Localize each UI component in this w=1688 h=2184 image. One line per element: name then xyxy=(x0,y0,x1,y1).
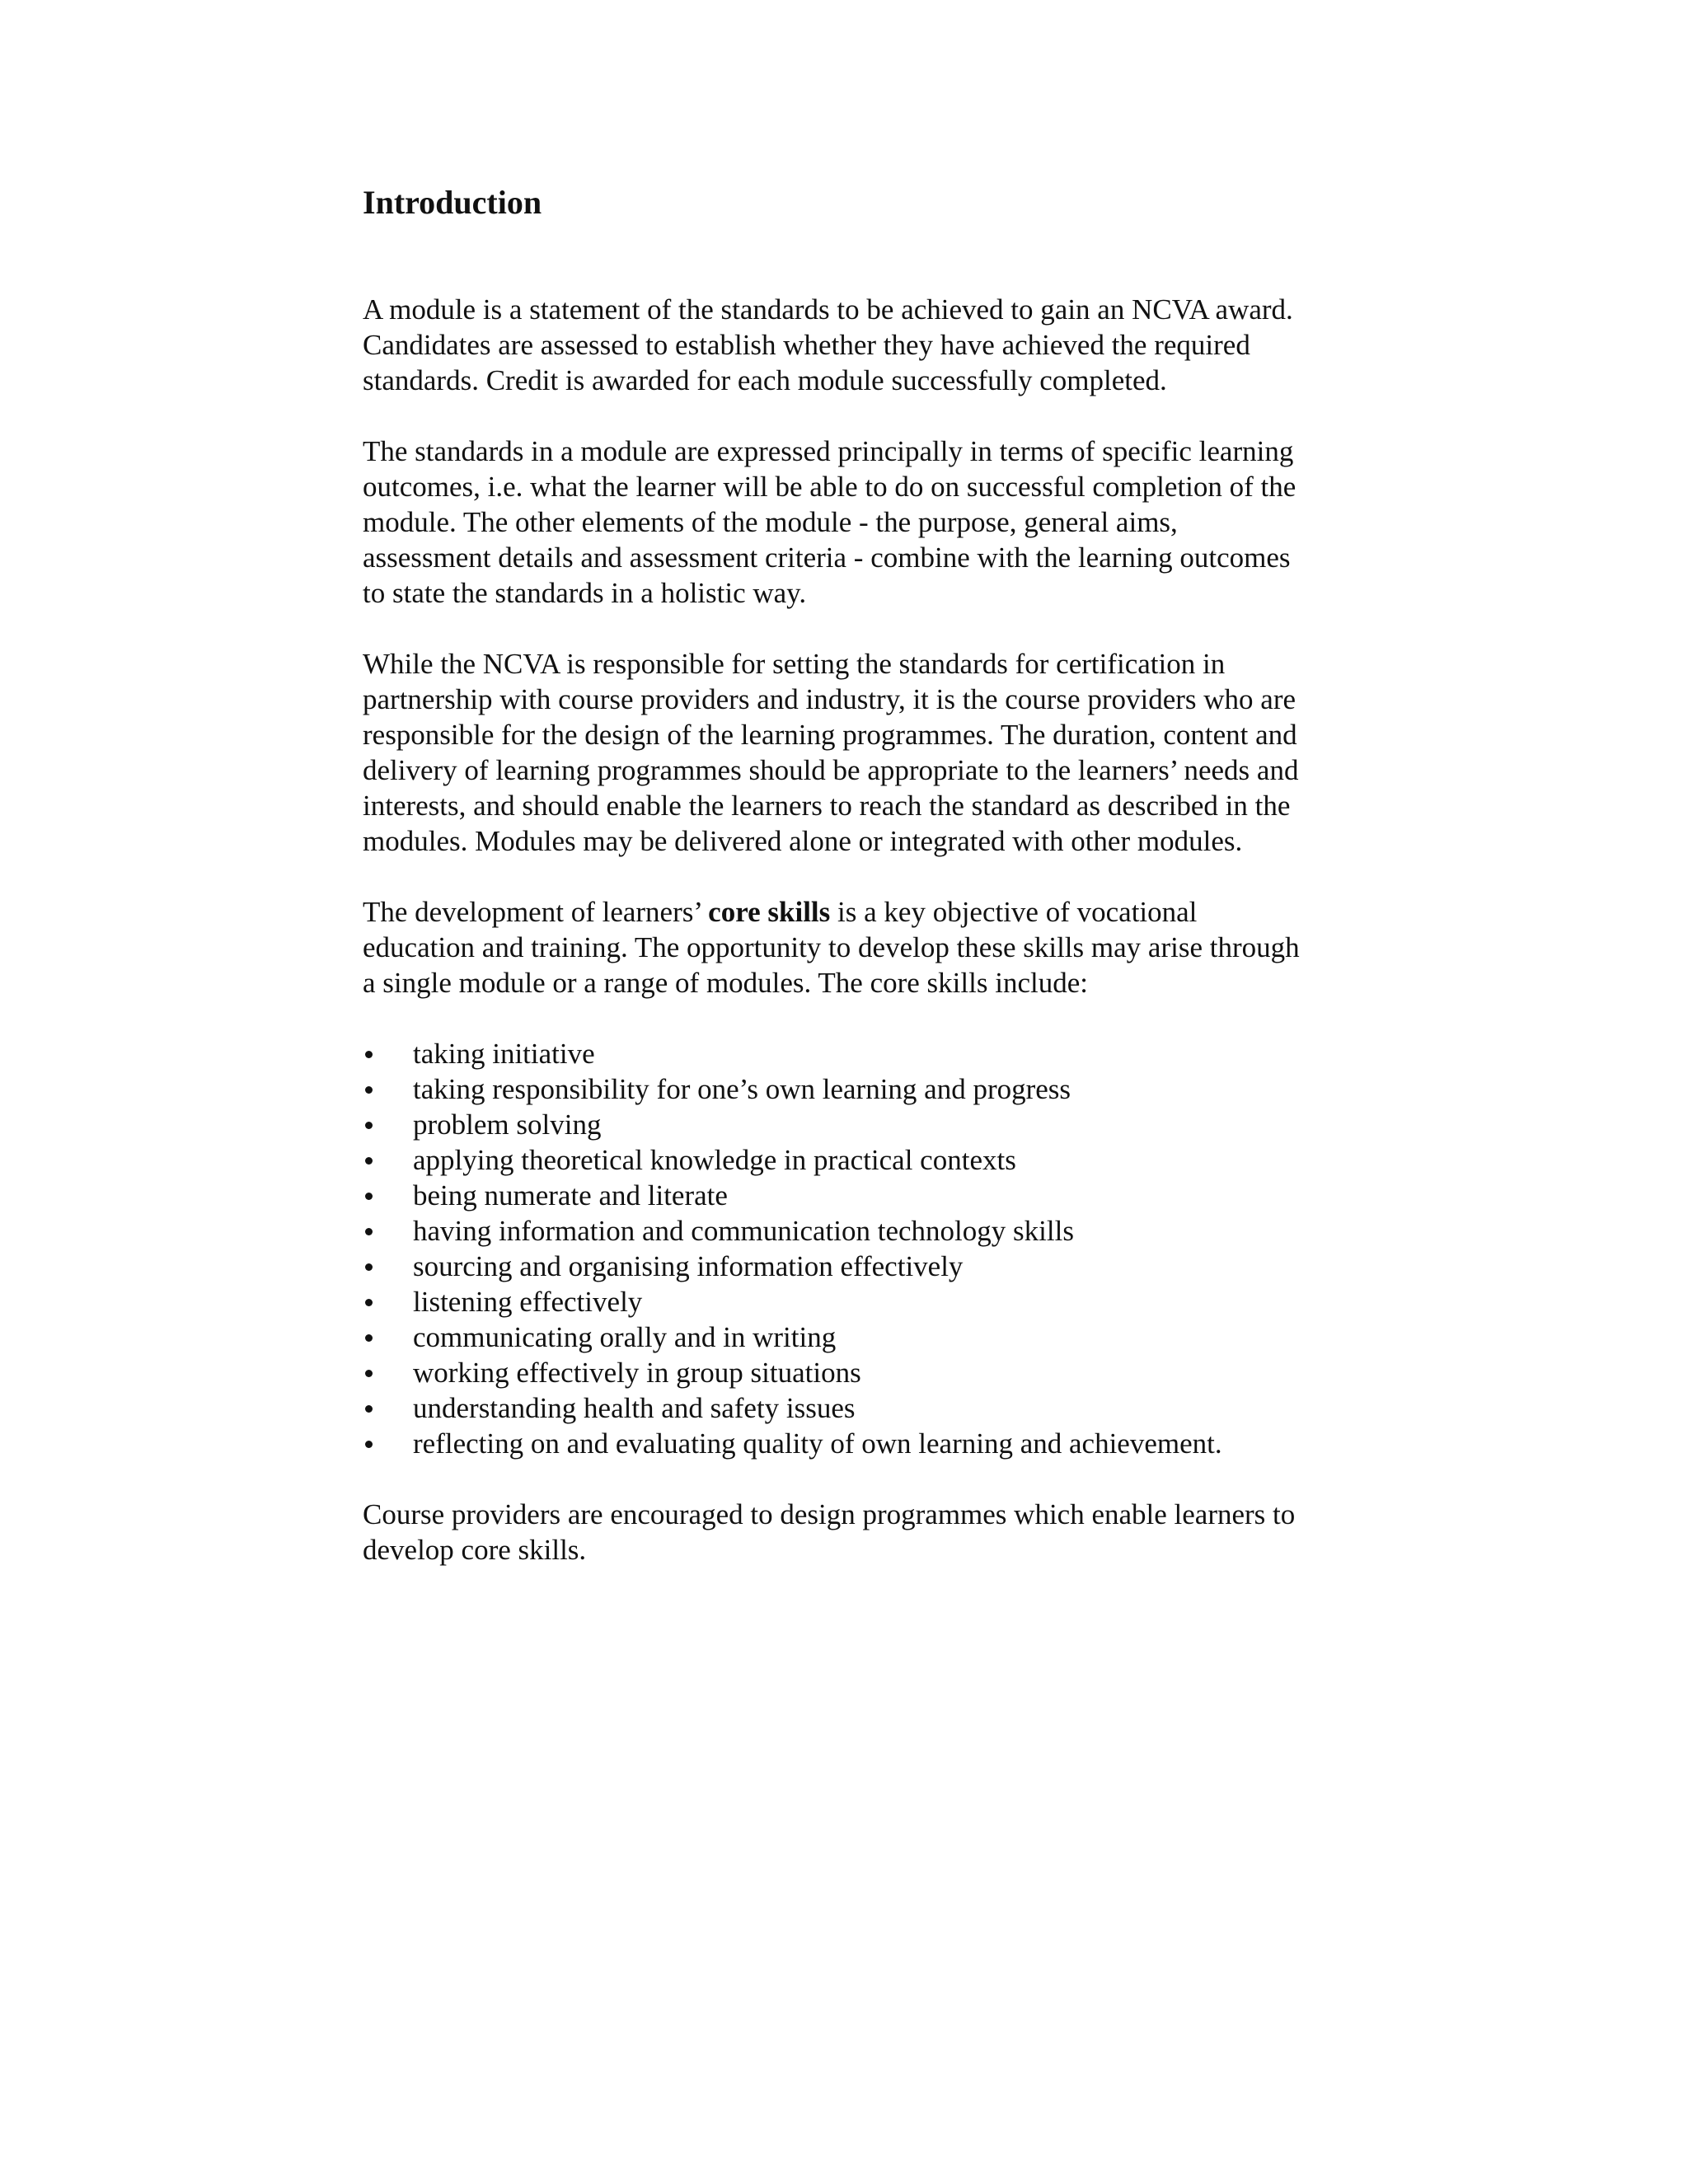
document-body xyxy=(363,292,1385,1603)
text-line: partnership with course providers and industry, it is the course providers who are xyxy=(363,683,1296,715)
text-line: modules. Modules may be delivered alone or integrated with other modules. xyxy=(363,825,1243,857)
text-line: standards. Credit is awarded for each module successfully completed. xyxy=(363,364,1167,396)
bullet-icon xyxy=(365,1157,373,1165)
list-item-text: having information and communication technology skills xyxy=(413,1215,1074,1247)
list-item xyxy=(363,1178,1385,1213)
list-item-text: working effectively in group situations xyxy=(413,1357,861,1389)
list-item-text: communicating orally and in writing xyxy=(413,1321,837,1353)
text-line: develop core skills. xyxy=(363,1534,587,1566)
list-item-text: understanding health and safety issues xyxy=(413,1392,856,1424)
bullet-icon xyxy=(365,1441,373,1448)
text-line: education and training. The opportunity to develop these skills may arise through xyxy=(363,931,1300,963)
list-item xyxy=(363,1426,1385,1461)
list-item-text: applying theoretical knowledge in practical contexts xyxy=(413,1144,1016,1176)
core-skills-emphasis: core skills xyxy=(708,896,831,928)
bullet-icon xyxy=(365,1122,373,1129)
paragraph-core-skills-intro xyxy=(363,894,1385,1001)
bullet-icon xyxy=(365,1405,373,1413)
list-item xyxy=(363,1142,1385,1178)
bullet-icon xyxy=(365,1193,373,1200)
bullet-icon xyxy=(365,1334,373,1342)
bullet-icon xyxy=(365,1228,373,1235)
bullet-icon xyxy=(365,1370,373,1377)
list-item-text: listening effectively xyxy=(413,1286,643,1318)
text-line: A module is a statement of the standards to be achieved to gain an NCVA award. xyxy=(363,293,1293,326)
list-item xyxy=(363,1249,1385,1284)
text-line: Candidates are assessed to establish whether they have achieved the required xyxy=(363,329,1250,361)
list-item xyxy=(363,1213,1385,1249)
text-line: module. The other elements of the module - the purpose, general aims, xyxy=(363,506,1178,538)
paragraph-standards xyxy=(363,434,1385,611)
text-line: responsible for the design of the learning programmes. The duration, content and xyxy=(363,719,1297,751)
paragraph-module-definition xyxy=(363,292,1385,398)
list-item xyxy=(363,1355,1385,1390)
text-line: interests, and should enable the learners to reach the standard as described in the xyxy=(363,790,1291,822)
list-item xyxy=(363,1071,1385,1107)
list-item xyxy=(363,1107,1385,1142)
text-line: delivery of learning programmes should be appropriate to the learners’ needs and xyxy=(363,754,1299,786)
text-line: The standards in a module are expressed principally in terms of specific learning xyxy=(363,435,1294,467)
document-page xyxy=(363,0,1385,2184)
bullet-icon xyxy=(365,1299,373,1306)
list-item-text: taking responsibility for one’s own learning and progress xyxy=(413,1073,1071,1105)
text-line: a single module or a range of modules. The core skills include: xyxy=(363,967,1088,999)
bullet-icon xyxy=(365,1051,373,1058)
page-title: Introduction xyxy=(363,184,542,221)
list-item xyxy=(363,1390,1385,1426)
bullet-icon xyxy=(365,1086,373,1094)
list-item-text: sourcing and organising information effectively xyxy=(413,1250,964,1282)
text-line: outcomes, i.e. what the learner will be able to do on successful completion of the xyxy=(363,471,1296,503)
list-item xyxy=(363,1036,1385,1071)
list-item-text: problem solving xyxy=(413,1108,602,1141)
list-item xyxy=(363,1284,1385,1319)
paragraph-responsibilities xyxy=(363,646,1385,859)
text-segment: is a key objective of vocational xyxy=(830,896,1198,928)
list-item-text: being numerate and literate xyxy=(413,1179,728,1212)
text-line: assessment details and assessment criteria - combine with the learning outcomes xyxy=(363,541,1291,574)
text-line: to state the standards in a holistic way. xyxy=(363,577,807,609)
core-skills-list xyxy=(363,1036,1385,1461)
list-item-text: reflecting on and evaluating quality of own learning and achievement. xyxy=(413,1427,1222,1460)
paragraph-conclusion xyxy=(363,1497,1385,1568)
bullet-icon xyxy=(365,1263,373,1271)
text-line: Course providers are encouraged to design programmes which enable learners to xyxy=(363,1498,1296,1530)
list-item xyxy=(363,1319,1385,1355)
list-item-text: taking initiative xyxy=(413,1038,595,1070)
text-line xyxy=(363,894,1385,930)
text-line: While the NCVA is responsible for setting the standards for certification in xyxy=(363,648,1226,680)
text-segment: The development of learners’ xyxy=(363,896,709,928)
